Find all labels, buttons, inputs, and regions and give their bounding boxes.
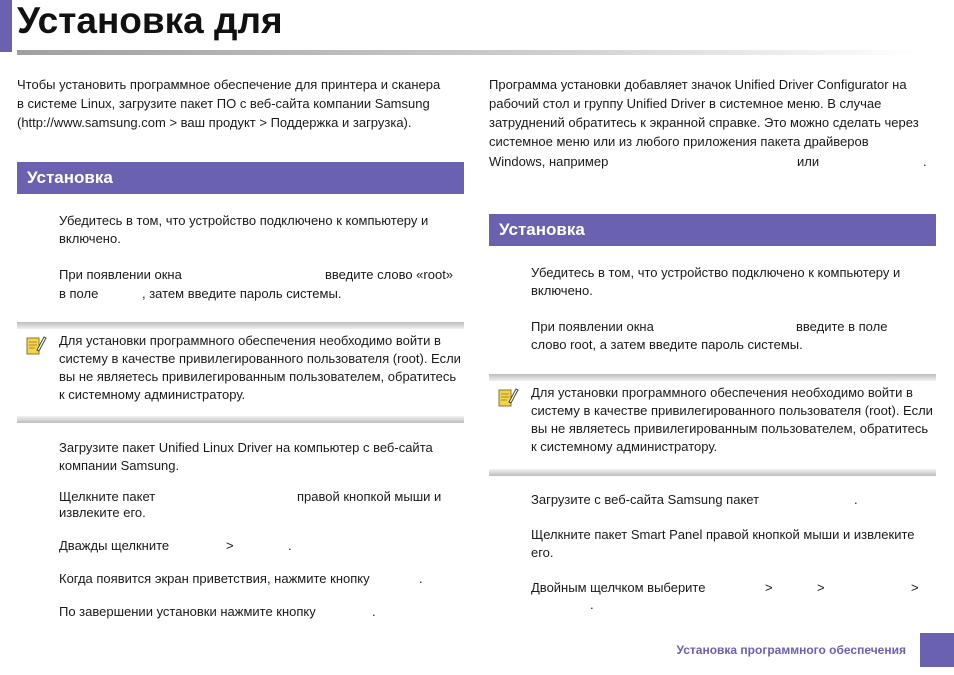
left-step-6-period: . xyxy=(419,571,423,586)
left-step-1 xyxy=(59,212,459,248)
left-note-box xyxy=(17,322,464,423)
note-top-border xyxy=(17,322,464,329)
right-step-1-line: Убедитесь в том, что устройство подключено к компьютеру и xyxy=(531,265,901,280)
note-bottom-border xyxy=(489,469,936,476)
right-section-header: Установка xyxy=(489,214,936,246)
left-intro-line: (http://www.samsung.com > ваш продукт > Поддержка и загрузка). xyxy=(17,115,412,130)
note-bottom-border xyxy=(17,416,464,423)
left-section-header: Установка xyxy=(17,162,464,194)
right-step-1 xyxy=(531,264,936,300)
right-step-5-separator-2: > xyxy=(817,580,825,595)
right-step-4-line: Щелкните пакет Smart Panel правой кнопкой мыши и извлеките xyxy=(531,527,915,542)
left-intro-line: в системе Linux, загрузите пакет ПО с веб-сайта компании Samsung xyxy=(17,96,430,111)
left-intro-line: Чтобы установить программное обеспечение для принтера и сканера xyxy=(17,77,441,92)
left-note-text xyxy=(59,332,461,404)
right-intro-line: системное меню или из любого приложения пакета драйверов xyxy=(489,134,869,149)
page-title: Установка для xyxy=(17,0,283,41)
note-line: к системному администратору. xyxy=(59,387,246,402)
note-line: к системному администратору. xyxy=(531,439,718,454)
right-intro-period: . xyxy=(923,154,927,169)
right-note-text xyxy=(531,384,933,456)
note-top-border xyxy=(489,374,936,381)
left-step-5-separator: > xyxy=(226,538,234,553)
right-intro xyxy=(489,75,944,151)
right-intro-line: затруднений обратитесь к экранной справке. Это можно сделать через xyxy=(489,115,919,130)
right-step-5-separator-1: > xyxy=(765,580,773,595)
left-step-5-period: . xyxy=(288,538,292,553)
right-step-3-period: . xyxy=(854,492,858,507)
left-step-2-text-a: При появлении окна xyxy=(59,267,182,282)
note-line: Для установки программного обеспечения необходимо войти в xyxy=(531,385,913,400)
left-step-1-line: включено. xyxy=(59,231,121,246)
left-step-7-period: . xyxy=(372,604,376,619)
left-step-3-line: компании Samsung. xyxy=(59,458,180,473)
right-note-box xyxy=(489,374,936,476)
footer-page-tab xyxy=(920,633,954,667)
right-step-5-period: . xyxy=(590,597,594,612)
right-intro-last-text-b: или xyxy=(797,154,820,169)
left-step-6-text: Когда появится экран приветствия, нажмите кнопку xyxy=(59,571,370,586)
right-step-4 xyxy=(531,526,941,562)
left-step-4-text-c: извлеките его. xyxy=(59,505,146,520)
right-step-5-separator-3: > xyxy=(911,580,919,595)
note-line: вы не являетесь привилегированным пользователем, обратитесь xyxy=(531,421,929,436)
right-step-2-text-a: При появлении окна xyxy=(531,319,654,334)
note-line: систему в качестве привилегированного пользователя (root). Если xyxy=(59,351,461,366)
left-step-4-text-a: Щелкните пакет xyxy=(59,489,156,504)
note-pencil-icon xyxy=(497,386,519,410)
left-step-4-text-b: правой кнопкой мыши и xyxy=(297,489,442,504)
left-step-3-line: Загрузите пакет Unified Linux Driver на компьютер с веб-сайта xyxy=(59,440,433,455)
right-intro-last-text-a: Windows, например xyxy=(489,154,609,169)
right-step-5-text: Двойным щелчком выберите xyxy=(531,580,706,595)
title-divider xyxy=(17,50,917,55)
note-line: систему в качестве привилегированного пользователя (root). Если xyxy=(531,403,933,418)
right-intro-line: Программа установки добавляет значок Unified Driver Configurator на xyxy=(489,77,907,92)
note-line: вы не являетесь привилегированным пользователем, обратитесь xyxy=(59,369,457,384)
note-pencil-icon xyxy=(25,334,47,358)
left-step-1-line: Убедитесь в том, что устройство подключено к компьютеру и xyxy=(59,213,429,228)
left-step-3 xyxy=(59,439,459,475)
left-step-7-text: По завершении установки нажмите кнопку xyxy=(59,604,316,619)
right-intro-line: рабочий стол и группу Unified Driver в системное меню. В случае xyxy=(489,96,882,111)
left-step-2-text-c: в поле xyxy=(59,286,99,301)
right-step-1-line: включено. xyxy=(531,283,593,298)
note-line: Для установки программного обеспечения необходимо войти в xyxy=(59,333,441,348)
right-step-3-text: Загрузите с веб-сайта Samsung пакет xyxy=(531,492,760,507)
left-step-5-text: Дважды щелкните xyxy=(59,538,170,553)
right-step-4-line: его. xyxy=(531,545,554,560)
right-step-2-text-c: слово root, а затем введите пароль системы. xyxy=(531,337,803,352)
right-step-2-text-b: введите в поле xyxy=(796,319,888,334)
left-step-2-text-d: , затем введите пароль системы. xyxy=(142,286,342,301)
footer-section-title: Установка программного обеспечения xyxy=(676,643,906,657)
title-accent-bar xyxy=(0,0,12,52)
left-step-2-text-b: введите слово «root» xyxy=(325,267,454,282)
left-intro xyxy=(17,75,467,132)
